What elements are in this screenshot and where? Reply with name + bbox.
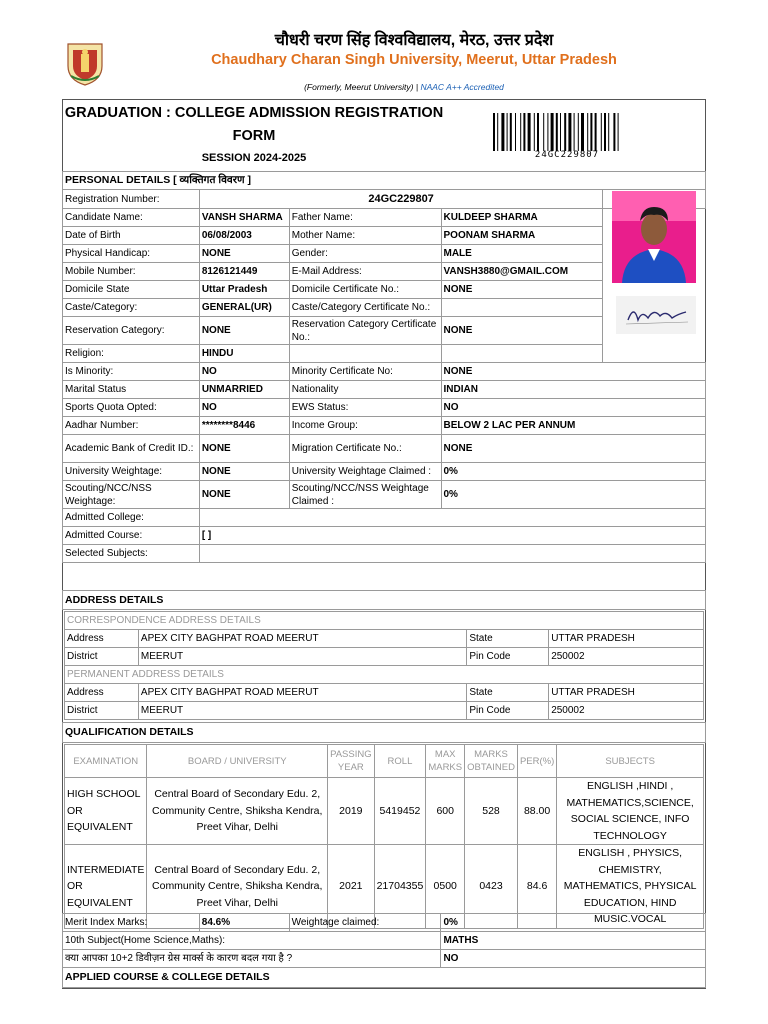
field-label: Income Group: <box>289 417 441 435</box>
field-value: Uttar Pradesh <box>199 281 289 299</box>
barcode-bar <box>564 113 566 151</box>
qualification-cell: INTERMEDIATE OR EQUIVALENT <box>65 845 147 929</box>
qualification-cell: 0423 <box>465 845 518 929</box>
division-change-label: क्या आपका 10+2 डिवीज़न ग्रेस मार्क्स के कारण बदल गया है ? <box>63 950 441 968</box>
corr-district-value: MEERUT <box>138 648 466 666</box>
field-label: Scouting/NCC/NSS Weightage Claimed : <box>289 481 441 509</box>
field-value: ********8446 <box>199 417 289 435</box>
qualification-cell: 21704355 <box>374 845 426 929</box>
field-label: Aadhar Number: <box>63 417 200 435</box>
address-heading-table <box>62 590 706 610</box>
field-value: POONAM SHARMA <box>441 227 603 245</box>
field-label: Reservation Category Certificate No.: <box>289 317 441 345</box>
barcode-bar <box>497 113 498 151</box>
field-label: Nationality <box>289 381 441 399</box>
barcode-bar <box>537 113 539 151</box>
barcode-bar <box>501 113 504 151</box>
field-label: Scouting/NCC/NSS Weightage: <box>63 481 200 509</box>
selected-subjects-label: Selected Subjects: <box>63 545 200 563</box>
personal-row <box>63 209 706 227</box>
field-label: Mobile Number: <box>63 263 200 281</box>
field-value: NO <box>199 363 289 381</box>
perm-district-value: MEERUT <box>138 702 466 720</box>
perm-state-label: State <box>467 684 549 702</box>
field-label: Caste/Category Certificate No.: <box>289 299 441 317</box>
field-value: KULDEEP SHARMA <box>441 209 603 227</box>
barcode-bar <box>608 113 609 151</box>
personal-row <box>63 463 706 481</box>
field-value: NONE <box>441 363 706 381</box>
qualification-heading-table <box>62 722 706 743</box>
barcode-bar <box>515 113 516 151</box>
personal-details-heading: PERSONAL DETAILS [ व्यक्तिगत विवरण ] <box>63 172 706 190</box>
personal-row <box>63 227 706 245</box>
qualification-cell: 2021 <box>328 845 375 929</box>
field-value: NONE <box>441 435 706 463</box>
candidate-photo <box>612 191 696 283</box>
merit-table <box>62 913 706 988</box>
barcode-bar <box>528 113 531 151</box>
qualification-cell: ENGLISH ,HINDI , MATHEMATICS,SCIENCE, SOCIAL SCIENCE, INFO TECHNOLOGY <box>557 778 704 845</box>
field-label: Migration Certificate No.: <box>289 435 441 463</box>
admitted-course-row <box>63 527 706 545</box>
barcode-bar <box>551 113 554 151</box>
field-label: Candidate Name: <box>63 209 200 227</box>
admitted-college-row <box>63 509 706 527</box>
qualification-column-header: EXAMINATION <box>65 745 147 778</box>
field-label: Academic Bank of Credit ID.: <box>63 435 200 463</box>
field-label: E-Mail Address: <box>289 263 441 281</box>
field-label: Date of Birth <box>63 227 200 245</box>
qualification-column-header: MARKS OBTAINED <box>465 745 518 778</box>
formerly-text: (Formerly, Meerut University) | <box>304 82 421 92</box>
perm-address-value: APEX CITY BAGHPAT ROAD MEERUT <box>138 684 466 702</box>
personal-row <box>63 263 706 281</box>
field-label: Domicile Certificate No.: <box>289 281 441 299</box>
personal-details-table <box>62 171 706 563</box>
qualification-heading: QUALIFICATION DETAILS <box>63 723 706 743</box>
field-label: Father Name: <box>289 209 441 227</box>
field-label: Mother Name: <box>289 227 441 245</box>
barcode-bar <box>507 113 508 151</box>
personal-row <box>63 435 706 463</box>
qualification-column-header: PER(%) <box>517 745 556 778</box>
corr-pin-value: 250002 <box>549 648 704 666</box>
barcode-bar <box>601 113 602 151</box>
university-hindi-name: चौधरी चरण सिंह विश्वविद्यालय, मेरठ, उत्तर प्रदेश <box>274 32 554 49</box>
university-english-name: Chaudhary Charan Singh University, Meerut, Uttar Pradesh <box>211 52 617 68</box>
qualification-cell: 2019 <box>328 778 375 845</box>
qualification-cell: 600 <box>426 778 465 845</box>
field-label: Physical Handicap: <box>63 245 200 263</box>
corr-address-heading: CORRESPONDENCE ADDRESS DETAILS <box>65 612 704 630</box>
barcode-bar <box>581 113 584 151</box>
field-label: Sports Quota Opted: <box>63 399 200 417</box>
qualification-cell: HIGH SCHOOL OR EQUIVALENT <box>65 778 147 845</box>
field-label: Is Minority: <box>63 363 200 381</box>
field-value: NO <box>199 399 289 417</box>
personal-row <box>63 317 706 345</box>
corr-state-label: State <box>467 630 549 648</box>
perm-address-heading: PERMANENT ADDRESS DETAILS <box>65 666 704 684</box>
field-label: Gender: <box>289 245 441 263</box>
page-header <box>0 0 768 100</box>
field-value: NO <box>441 399 706 417</box>
personal-row <box>63 245 706 263</box>
selected-subjects-value <box>199 545 705 563</box>
tenth-subject-value: MATHS <box>441 932 706 950</box>
barcode-bar <box>595 113 597 151</box>
perm-district-label: District <box>65 702 139 720</box>
field-value: NONE <box>199 435 289 463</box>
barcode-bar <box>568 113 571 151</box>
form-title: GRADUATION : COLLEGE ADMISSION REGISTRATION FORM <box>64 105 444 144</box>
qualification-cell: 0500 <box>426 845 465 929</box>
field-label: EWS Status: <box>289 399 441 417</box>
field-label: Religion: <box>63 345 200 363</box>
qualification-cell: Central Board of Secondary Edu. 2, Community Centre, Shiksha Kendra, Preet Vihar, Delhi <box>147 778 328 845</box>
session-label: SESSION 2024-2025 <box>201 152 307 164</box>
field-value: 06/08/2003 <box>199 227 289 245</box>
applied-course-heading: APPLIED COURSE & COLLEGE DETAILS <box>63 968 706 988</box>
personal-row <box>63 399 706 417</box>
field-label: University Weightage: <box>63 463 200 481</box>
barcode-bar <box>604 113 606 151</box>
barcode-bar <box>556 113 558 151</box>
personal-row <box>63 417 706 435</box>
weightage-claimed-label: Weightage claimed: <box>289 914 441 932</box>
field-value: UNMARRIED <box>199 381 289 399</box>
barcode-icon <box>492 113 642 151</box>
qualification-row <box>65 778 704 845</box>
merit-index-label: Merit Index Marks: <box>63 914 200 932</box>
perm-pin-value: 250002 <box>549 702 704 720</box>
candidate-signature <box>616 296 696 334</box>
barcode-bar <box>493 113 495 151</box>
corr-address-value: APEX CITY BAGHPAT ROAD MEERUT <box>138 630 466 648</box>
admitted-college-value <box>199 509 705 527</box>
qualification-cell: 5419452 <box>374 778 426 845</box>
field-value: VANSH3880@GMAIL.COM <box>441 263 603 281</box>
barcode-bar <box>574 113 575 151</box>
division-change-value: NO <box>441 950 706 968</box>
qualification-column-header: PASSING YEAR <box>328 745 375 778</box>
barcode-bar <box>618 113 619 151</box>
personal-row <box>63 363 706 381</box>
weightage-claimed-value: 0% <box>441 914 706 932</box>
field-label: Caste/Category: <box>63 299 200 317</box>
barcode-bar <box>613 113 615 151</box>
field-value: NONE <box>441 281 603 299</box>
field-value: NONE <box>199 245 289 263</box>
perm-address-label: Address <box>65 684 139 702</box>
qualification-cell: 84.6 <box>517 845 556 929</box>
field-label <box>289 345 441 363</box>
field-value: BELOW 2 LAC PER ANNUM <box>441 417 706 435</box>
field-label: Domicile State <box>63 281 200 299</box>
barcode-text: 24GC229807 <box>534 150 600 160</box>
qualification-cell: ENGLISH , PHYSICS, CHEMISTRY, MATHEMATICS, PHYSICAL EDUCATION, HIND MUSIC.VOCAL <box>557 845 704 929</box>
field-value: VANSH SHARMA <box>199 209 289 227</box>
barcode-bar <box>510 113 512 151</box>
field-label: Marital Status <box>63 381 200 399</box>
qualification-column-header: SUBJECTS <box>557 745 704 778</box>
admitted-college-label: Admitted College: <box>63 509 200 527</box>
personal-row <box>63 345 706 363</box>
field-label: Minority Certificate No: <box>289 363 441 381</box>
qualification-table <box>64 744 704 929</box>
address-heading: ADDRESS DETAILS <box>63 591 706 610</box>
field-value <box>441 299 603 317</box>
perm-pin-label: Pin Code <box>467 702 549 720</box>
personal-row <box>63 299 706 317</box>
field-value: MALE <box>441 245 603 263</box>
field-value: GENERAL(UR) <box>199 299 289 317</box>
barcode-bar <box>590 113 592 151</box>
barcode-bar <box>523 113 525 151</box>
qualification-cell: 528 <box>465 778 518 845</box>
field-value: NONE <box>199 481 289 509</box>
reg-number-value: 24GC229807 <box>199 190 603 209</box>
field-value: 0% <box>441 481 706 509</box>
personal-row <box>63 381 706 399</box>
corr-address-label: Address <box>65 630 139 648</box>
barcode-bar <box>587 113 588 151</box>
barcode-bar <box>560 113 561 151</box>
field-value: NONE <box>441 317 603 345</box>
merit-index-value: 84.6% <box>199 914 289 932</box>
field-label: Reservation Category: <box>63 317 200 345</box>
personal-row <box>63 481 706 509</box>
field-value: 8126121449 <box>199 263 289 281</box>
corr-pin-label: Pin Code <box>467 648 549 666</box>
naac-link[interactable]: NAAC A++ Accredited <box>420 82 504 92</box>
qualification-header-row <box>65 745 704 778</box>
qualification-column-header: ROLL <box>374 745 426 778</box>
personal-row <box>63 281 706 299</box>
perm-state-value: UTTAR PRADESH <box>549 684 704 702</box>
reg-number-label: Registration Number: <box>63 190 200 209</box>
field-value <box>441 345 603 363</box>
field-value: NONE <box>199 317 289 345</box>
admitted-course-label: Admitted Course: <box>63 527 200 545</box>
corr-state-value: UTTAR PRADESH <box>549 630 704 648</box>
tenth-subject-label: 10th Subject(Home Science,Maths): <box>63 932 441 950</box>
field-value: INDIAN <box>441 381 706 399</box>
qualification-column-header: MAX MARKS <box>426 745 465 778</box>
qualification-cell: Central Board of Secondary Edu. 2, Community Centre, Shiksha Kendra, Preet Vihar, Delhi <box>147 845 328 929</box>
university-subtitle <box>0 82 768 92</box>
barcode-bar <box>534 113 535 151</box>
field-label: University Weightage Claimed : <box>289 463 441 481</box>
field-value: NONE <box>199 463 289 481</box>
barcode-bar <box>543 113 544 151</box>
barcode-bar <box>520 113 521 151</box>
qualification-cell: 88.00 <box>517 778 556 845</box>
admitted-course-value: [ ] <box>199 527 705 545</box>
qualification-column-header: BOARD / UNIVERSITY <box>147 745 328 778</box>
barcode-bar <box>578 113 579 151</box>
field-value: HINDU <box>199 345 289 363</box>
barcode-bar <box>547 113 548 151</box>
corr-district-label: District <box>65 648 139 666</box>
field-value: 0% <box>441 463 706 481</box>
selected-subjects-row <box>63 545 706 563</box>
address-table <box>64 611 704 720</box>
